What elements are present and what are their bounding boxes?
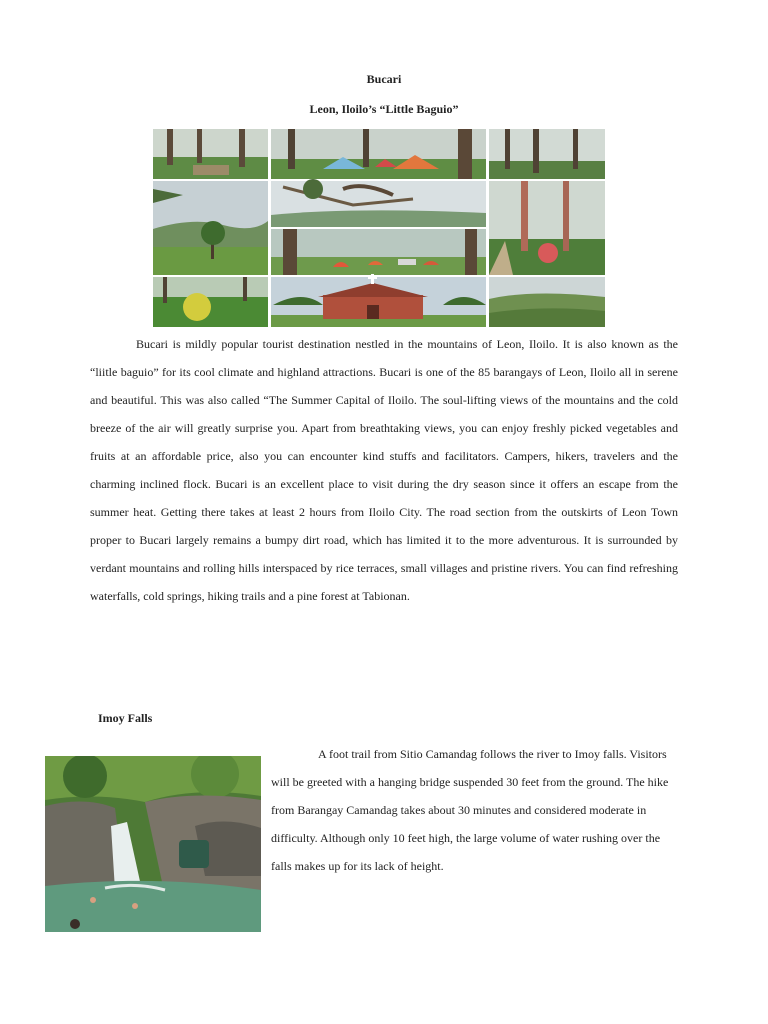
document-title: Bucari bbox=[366, 72, 402, 86]
photo-tent-camp bbox=[271, 129, 486, 179]
bucari-photo-collage bbox=[153, 129, 605, 327]
intro-paragraph: Bucari is mildly popular tourist destination nestled in the mountains of Leon, Iloilo. It is also known as the “liitle baguio” for its cool climate and highland attractions. Bucari is one of the 85 barangays of Leon, Iloilo all in serene and beautiful. This was also called “The Summer Capital of Iloilo. The soul-lifting views of the mountains and the cold breeze of the air will greatly surprise you. Apart from breathtaking views, you can enjoy freshly picked vegetables and fruits at an affordable price, also you can encounter kind stuffs and facilitators. Campers, hikers, travelers and the charming inclined flock. Bucari is an excellent place to visit during the dry season since it offers an escape from the summer heat. Getting there takes at least 2 hours from Iloilo City. The road section from the outskirts of Leon Town proper to Bucari largely remains a bumpy dirt road, which has limited it to the more adventurous. It is surrounded by verdant mountains and rolling hills interspaced by rice terraces, small villages and pristine rivers. You can find refreshing waterfalls, cold springs, hiking trails and a pine forest at Tabionan. bbox=[90, 337, 678, 603]
photo-flower-garden bbox=[153, 277, 268, 327]
imoy-falls-heading: Imoy Falls bbox=[98, 711, 153, 725]
photo-camping-ground bbox=[271, 229, 486, 275]
imoy-falls-paragraph: A foot trail from Sitio Camandag follows the river to Imoy falls. Visitors will be greeted with a hanging bridge suspended 30 feet from the ground. The hike from Barangay Camandag takes about 30 minutes and considered moderate in difficulty. Although only 10 feet high, the large volume of water rushing over the falls makes up for its lack of height. bbox=[271, 747, 669, 873]
photo-pine-path bbox=[153, 129, 268, 179]
photo-brick-church bbox=[271, 274, 486, 327]
document-subtitle: Leon, Iloilo’s “Little Baguio” bbox=[309, 102, 459, 116]
photo-rolling-hills bbox=[489, 277, 605, 327]
photo-mountain-view bbox=[153, 181, 268, 275]
photo-pine-forest bbox=[489, 129, 605, 179]
photo-garden-path bbox=[489, 181, 605, 275]
photo-hanging-bridge bbox=[271, 179, 486, 227]
imoy-falls-photo bbox=[45, 756, 261, 932]
